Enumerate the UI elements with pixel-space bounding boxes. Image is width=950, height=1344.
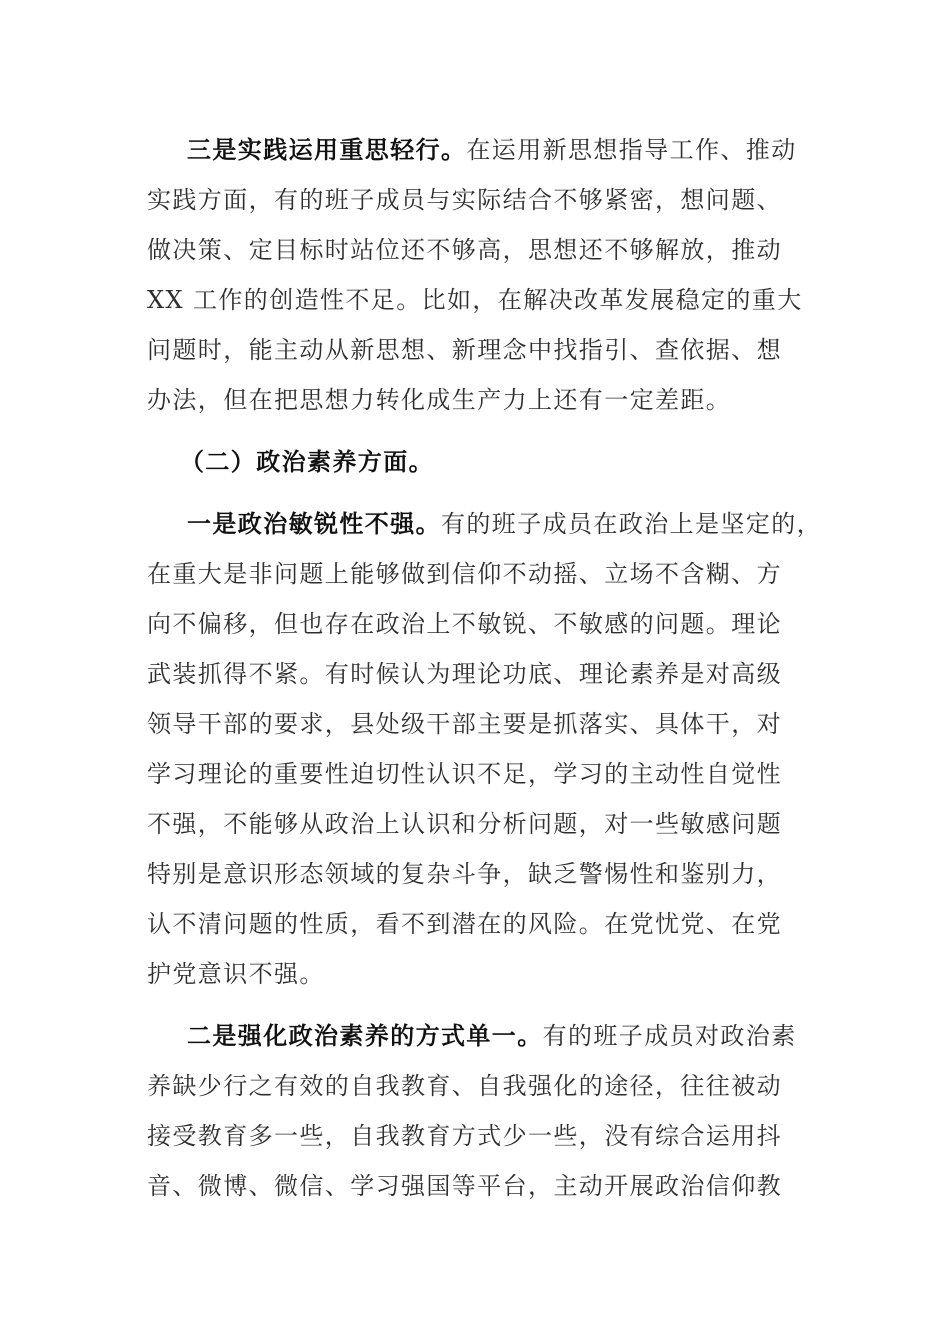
paragraph-2-line-10: 护党意识不强。 bbox=[147, 960, 325, 988]
paragraph-1-line-4: XX 工作的创造性不足。比如，在解决改革发展稳定的重大 bbox=[147, 286, 803, 314]
paragraph-1-line-1-text: 在运用新思想指导工作、推动 bbox=[466, 136, 797, 164]
paragraph-2-line-6: 学习理论的重要性迫切性认识不足，学习的主动性自觉性 bbox=[147, 760, 782, 788]
paragraph-2-line-9: 认不清问题的性质，看不到潜在的风险。在党忧党、在党 bbox=[147, 910, 782, 938]
paragraph-2-line-3: 向不偏移，但也存在政治上不敏锐、不敏感的问题。理论 bbox=[147, 610, 782, 638]
paragraph-2-line-7: 不强，不能够从政治上认识和分析问题，对一些敏感问题 bbox=[147, 810, 782, 838]
paragraph-2-line-5: 领导干部的要求，县处级干部主要是抓落实、具体干，对 bbox=[147, 710, 782, 738]
paragraph-1-line-5: 问题时，能主动从新思想、新理念中找指引、查依据、想 bbox=[147, 336, 782, 364]
paragraph-3-lead: 二是强化政治素养的方式单一。 bbox=[187, 1021, 543, 1050]
paragraph-3-line-3: 接受教育多一些，自我教育方式少一些，没有综合运用抖 bbox=[147, 1122, 782, 1150]
paragraph-2-line-1 bbox=[187, 508, 822, 540]
paragraph-1-line-2: 实践方面，有的班子成员与实际结合不够紧密，想问题、 bbox=[147, 186, 782, 214]
paragraph-3-line-4: 音、微博、微信、学习强国等平台，主动开展政治信仰教 bbox=[147, 1172, 782, 1200]
paragraph-3-line-1-text: 有的班子成员对政治素 bbox=[542, 1022, 797, 1050]
paragraph-2-lead: 一是政治敏锐性不强。 bbox=[187, 509, 441, 538]
paragraph-3-line-2: 养缺少行之有效的自我教育、自我强化的途径，往往被动 bbox=[147, 1072, 782, 1100]
paragraph-1-line-3: 做决策、定目标时站位还不够高，思想还不够解放，推动 bbox=[147, 236, 782, 264]
paragraph-2-line-4: 武装抓得不紧。有时候认为理论功底、理论素养是对高级 bbox=[147, 660, 782, 688]
paragraph-2-line-8: 特别是意识形态领域的复杂斗争，缺乏警惕性和鉴别力， bbox=[147, 860, 782, 888]
paragraph-1-line-1 bbox=[187, 134, 797, 166]
paragraph-2-line-2: 在重大是非问题上能够做到信仰不动摇、立场不含糊、方 bbox=[147, 560, 782, 588]
paragraph-1-lead: 三是实践运用重思轻行。 bbox=[187, 135, 467, 164]
paragraph-3-line-1 bbox=[187, 1020, 797, 1052]
paragraph-2-line-1-text: 有的班子成员在政治上是坚定的， bbox=[441, 510, 822, 538]
paragraph-1-line-6: 办法，但在把思想力转化成生产力上还有一定差距。 bbox=[147, 386, 732, 414]
section-heading: （二）政治素养方面。 bbox=[180, 447, 434, 476]
